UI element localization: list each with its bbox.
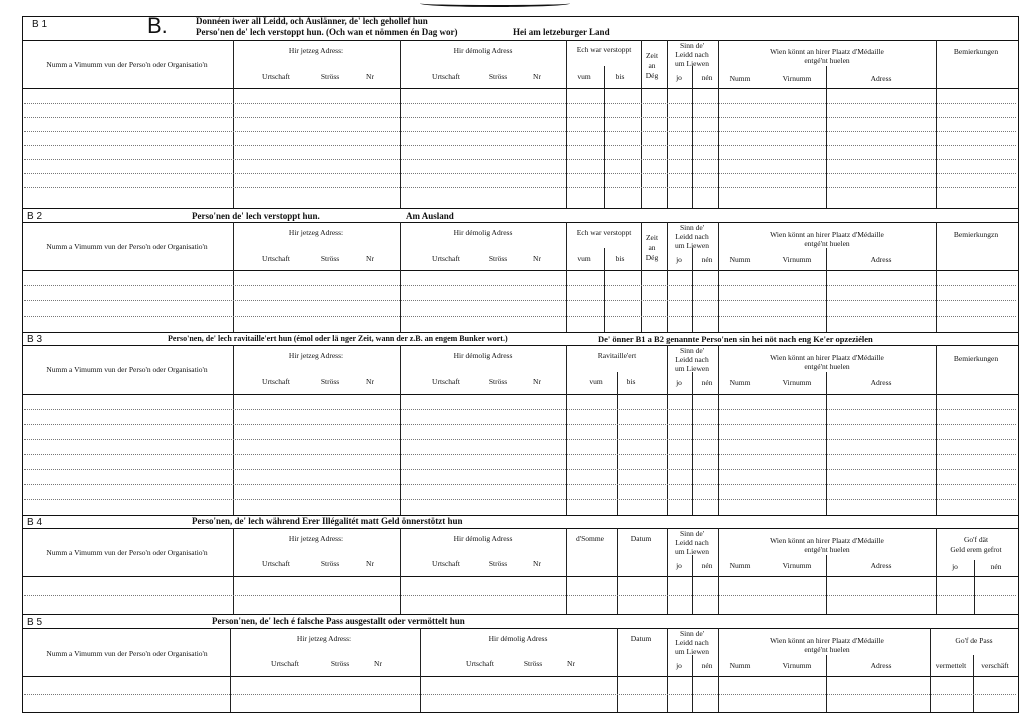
col-addr-old-header: Hir démolig Adress <box>453 228 513 237</box>
col-name-header: Numm a Vimumm vun der Perso'n oder Organisatio'n <box>46 242 208 251</box>
col-divider <box>233 40 234 208</box>
col-sub-header: vum <box>589 377 603 386</box>
col-zeit-header: Zeit <box>645 51 659 60</box>
col-sub-header: Urtschaft <box>262 559 290 568</box>
col-divider <box>233 528 234 614</box>
col-divider <box>692 555 693 614</box>
col-sub-header: Nr <box>366 377 374 386</box>
section-letter: B. <box>147 13 168 38</box>
col-divider <box>718 345 719 515</box>
col-sub-header: Urtschaft <box>432 377 460 386</box>
col-sub-header: jo <box>676 255 682 264</box>
col-name-header: Numm a Vimumm vun der Perso'n oder Organisatio'n <box>46 548 208 557</box>
row-line <box>24 145 1016 146</box>
col-addr-now-header: Hir jetzeg Adress: <box>288 46 344 55</box>
col-remarks-header: Bemierkungen <box>953 354 999 363</box>
col-divider <box>604 248 605 332</box>
section-title: Perso'nen de' lech verstoppt hun. <box>192 211 320 221</box>
col-sub-header: nén <box>701 378 713 387</box>
header-top-line <box>22 222 1018 223</box>
col-sub-header: jo <box>676 661 682 670</box>
header-bottom-line <box>22 88 1018 89</box>
col-name-header: Numm a Vimumm vun der Perso'n oder Organisatio'n <box>46 60 208 69</box>
col-addr-old-header: Hir démolig Adress <box>453 351 513 360</box>
section-subtitle: De' önner B1 a B2 genannte Perso'nen sin hei nöt nach eng Ke'er opzeziélen <box>598 334 873 344</box>
header-top-line <box>22 40 1018 41</box>
col-sub-header: Urtschaft <box>432 254 460 263</box>
col-sub-header: Ströss <box>488 254 508 263</box>
col-divider <box>974 560 975 614</box>
col-divider <box>566 40 567 208</box>
frame-bottom <box>22 712 1018 713</box>
col-sub-header: Ströss <box>523 659 543 668</box>
col-sub-header: Urtschaft <box>466 659 494 668</box>
row-line <box>24 285 1016 286</box>
col-divider <box>936 528 937 614</box>
intro-line: Donnéen iwer all Leidd, och Auslänner, de' lech gehollef hun <box>196 16 428 26</box>
col-sub-header: Numm <box>729 661 751 670</box>
col-sub-header: vermettelt <box>935 661 967 670</box>
col-divider <box>718 40 719 208</box>
col-divider <box>826 555 827 614</box>
section-bottom-line <box>22 614 1018 615</box>
section-subtitle: Hei am letzeburger Land <box>513 27 610 37</box>
col-geld-header: Go'f dät <box>963 535 989 544</box>
col-sub-header: Ströss <box>320 254 340 263</box>
col-sub-header: jo <box>676 561 682 570</box>
col-sub-header: Numm <box>729 378 751 387</box>
col-sub-header: vum <box>577 254 591 263</box>
col-zeit-header: an <box>648 61 656 70</box>
col-alive-header: um Liewen <box>675 59 709 68</box>
col-zeit-header: Dég <box>645 253 659 262</box>
col-sub-header: Ströss <box>320 377 340 386</box>
col-alive-header: um Liewen <box>675 364 709 373</box>
col-sub-header: jo <box>676 73 682 82</box>
col-medal-header: entgé'nt huelen <box>804 362 850 371</box>
col-alive-header: um Liewen <box>675 547 709 556</box>
col-divider <box>617 528 618 614</box>
col-sub-header: Adress <box>870 561 892 570</box>
col-sub-header: nén <box>701 561 713 570</box>
col-divider <box>936 345 937 515</box>
col-sub-header: Ströss <box>330 659 350 668</box>
col-medal-header: entgé'nt huelen <box>804 239 850 248</box>
col-sub-header: bis <box>615 254 625 263</box>
col-sub-header: Urtschaft <box>262 72 290 81</box>
col-remarks-header: Bemierkungen <box>953 47 999 56</box>
col-sub-header: Adress <box>870 378 892 387</box>
col-divider <box>826 372 827 515</box>
col-sub-header: bis <box>626 377 636 386</box>
section-code: B 3 <box>27 334 43 345</box>
col-sub-header: Adress <box>870 74 892 83</box>
col-divider <box>936 40 937 208</box>
col-sub-header: Urtschaft <box>432 559 460 568</box>
col-alive-header: Leidd nach <box>675 232 709 241</box>
section-code: B 2 <box>27 211 43 222</box>
col-addr-now-header: Hir jetzeg Adress: <box>288 351 344 360</box>
col-alive-header: Leidd nach <box>675 50 709 59</box>
col-datum-header: Datum <box>630 534 652 543</box>
col-sub-header: Urtschaft <box>262 254 290 263</box>
row-line <box>24 159 1016 160</box>
col-divider <box>930 628 931 712</box>
col-sub-header: Numm <box>729 561 751 570</box>
frame-top <box>22 16 1018 17</box>
row-line <box>24 117 1016 118</box>
header-bottom-line <box>22 676 1018 677</box>
col-addr-now-header: Hir jetzeg Adress: <box>288 534 344 543</box>
row-line <box>24 439 1016 440</box>
col-divider <box>667 345 668 515</box>
row-line <box>24 469 1016 470</box>
section-title: Perso'nen, de' lech während Erer Illégalitét matt Geld önnerstötzt hun <box>192 516 463 526</box>
col-medal-header: entgé'nt huelen <box>804 645 850 654</box>
col-divider <box>617 628 618 712</box>
section-code: B 5 <box>27 617 43 628</box>
col-sub-header: Virnumm <box>782 255 812 264</box>
col-pass-header: Go'f de Pass <box>955 636 993 645</box>
col-sub-header: Ströss <box>488 559 508 568</box>
header-top-line <box>22 345 1018 346</box>
col-summe-header: d'Somme <box>575 534 605 543</box>
header-bottom-line <box>22 270 1018 271</box>
col-divider <box>826 248 827 332</box>
section-code: B 1 <box>32 19 48 30</box>
row-line <box>24 424 1016 425</box>
col-sub-header: Numm <box>729 255 751 264</box>
col-ravit-header: Ravitaille'ert <box>597 351 637 360</box>
col-name-header: Numm a Vimumm vun der Perso'n oder Organisatio'n <box>46 365 208 374</box>
col-divider <box>718 528 719 614</box>
col-sub-header: verschäft <box>981 661 1009 670</box>
col-geld-header: Geld erem gefrot <box>950 545 1002 554</box>
col-divider <box>566 345 567 515</box>
col-divider <box>230 628 231 712</box>
section-title: Perso'nen, de' lech ravitaille'ert hun (émol oder lä nger Zeit, wann der z.B. an engem Bunker wort.) <box>168 334 508 343</box>
col-alive-header: um Liewen <box>675 241 709 250</box>
col-divider <box>973 655 974 712</box>
col-medal-header: Wien könnt an hirer Plaatz d'Médaille <box>770 230 884 239</box>
row-line <box>24 131 1016 132</box>
row-line <box>24 103 1016 104</box>
col-sub-header: Virnumm <box>782 74 812 83</box>
row-line <box>24 694 1016 695</box>
col-sub-header: Nr <box>366 72 374 81</box>
col-divider <box>566 528 567 614</box>
col-hidden-header: Ech war verstoppt <box>576 228 632 237</box>
col-sub-header: vum <box>577 72 591 81</box>
col-sub-header: Ströss <box>320 559 340 568</box>
col-sub-header: Nr <box>533 559 541 568</box>
col-zeit-header: Dég <box>645 71 659 80</box>
col-medal-header: Wien könnt an hirer Plaatz d'Médaille <box>770 353 884 362</box>
col-sub-header: Ströss <box>320 72 340 81</box>
col-sub-header: Nr <box>533 72 541 81</box>
col-alive-header: Sinn de' <box>679 41 705 50</box>
col-addr-old-header: Hir démolig Adress <box>488 634 548 643</box>
col-sub-header: nén <box>701 73 713 82</box>
row-line <box>24 173 1016 174</box>
col-sub-header: Nr <box>533 254 541 263</box>
col-alive-header: Sinn de' <box>679 223 705 232</box>
section-bottom-line <box>22 515 1018 516</box>
row-line <box>24 484 1016 485</box>
col-sub-header: nén <box>701 255 713 264</box>
col-name-header: Numm a Vimumm vun der Perso'n oder Organisatio'n <box>46 649 208 658</box>
col-sub-header: Urtschaft <box>271 659 299 668</box>
header-bottom-line <box>22 394 1018 395</box>
col-sub-header: Nr <box>366 559 374 568</box>
col-divider <box>692 655 693 712</box>
col-sub-header: Virnumm <box>782 661 812 670</box>
col-sub-header: Nr <box>366 254 374 263</box>
col-alive-header: Leidd nach <box>675 538 709 547</box>
col-addr-old-header: Hir démolig Adress <box>453 534 513 543</box>
row-line <box>24 454 1016 455</box>
col-medal-header: entgé'nt huelen <box>804 545 850 554</box>
col-addr-now-header: Hir jetzeg Adress: <box>288 228 344 237</box>
col-sub-header: Virnumm <box>782 378 812 387</box>
col-divider <box>420 628 421 712</box>
section-subtitle: Am Ausland <box>406 211 454 221</box>
col-alive-header: Sinn de' <box>679 346 705 355</box>
section-bottom-line <box>22 208 1018 209</box>
col-divider <box>233 345 234 515</box>
col-sub-header: jo <box>952 562 958 571</box>
col-divider <box>667 40 668 208</box>
header-top-line <box>22 628 1018 629</box>
col-divider <box>400 40 401 208</box>
frame-left <box>22 16 23 713</box>
col-divider <box>617 372 618 515</box>
col-divider <box>692 372 693 515</box>
row-line <box>24 187 1016 188</box>
col-divider <box>400 345 401 515</box>
col-divider <box>692 248 693 332</box>
col-divider <box>641 40 642 208</box>
frame-right <box>1018 16 1019 713</box>
col-medal-header: Wien könnt an hirer Plaatz d'Médaille <box>770 536 884 545</box>
col-sub-header: Adress <box>870 255 892 264</box>
col-sub-header: Adress <box>870 661 892 670</box>
row-line <box>24 409 1016 410</box>
section-title: Person'nen, de' lech é falsche Pass ausgestallt oder vermöttelt hun <box>212 616 465 626</box>
header-bottom-line <box>22 576 1018 577</box>
row-line <box>24 316 1016 317</box>
col-divider <box>400 528 401 614</box>
col-sub-header: Urtschaft <box>262 377 290 386</box>
col-divider <box>826 655 827 712</box>
col-sub-header: Urtschaft <box>432 72 460 81</box>
col-sub-header: Virnumm <box>782 561 812 570</box>
col-alive-header: Leidd nach <box>675 638 709 647</box>
col-sub-header: Nr <box>374 659 382 668</box>
col-medal-header: Wien könnt an hirer Plaatz d'Médaille <box>770 47 884 56</box>
section-bottom-line <box>22 332 1018 333</box>
col-zeit-header: an <box>648 243 656 252</box>
section-code: B 4 <box>27 517 43 528</box>
col-sub-header: Numm <box>729 74 751 83</box>
col-sub-header: Ströss <box>488 377 508 386</box>
col-sub-header: jo <box>676 378 682 387</box>
col-medal-header: Wien könnt an hirer Plaatz d'Médaille <box>770 636 884 645</box>
row-line <box>24 499 1016 500</box>
col-divider <box>718 628 719 712</box>
col-alive-header: um Liewen <box>675 647 709 656</box>
col-remarks-header: Bemierkungzn <box>953 230 999 239</box>
col-datum-header: Datum <box>630 634 652 643</box>
header-top-line <box>22 528 1018 529</box>
col-divider <box>667 628 668 712</box>
top-edge-mark <box>420 0 570 7</box>
row-line <box>24 595 1016 596</box>
col-alive-header: Leidd nach <box>675 355 709 364</box>
col-sub-header: Nr <box>567 659 575 668</box>
col-sub-header: nén <box>701 661 713 670</box>
col-sub-header: Nr <box>533 377 541 386</box>
col-alive-header: Sinn de' <box>679 629 705 638</box>
section-title: Perso'nen de' lech verstoppt hun. (Och wan et nömmen én Dag wor) <box>196 27 458 37</box>
row-line <box>24 300 1016 301</box>
col-zeit-header: Zeit <box>645 233 659 242</box>
col-sub-header: bis <box>615 72 625 81</box>
col-hidden-header: Ech war verstoppt <box>576 45 632 54</box>
col-sub-header: nén <box>990 562 1002 571</box>
col-sub-header: Ströss <box>488 72 508 81</box>
col-addr-now-header: Hir jetzeg Adress: <box>296 634 352 643</box>
col-addr-old-header: Hir démolig Adress <box>453 46 513 55</box>
col-divider <box>667 528 668 614</box>
col-medal-header: entgé'nt huelen <box>804 56 850 65</box>
col-alive-header: Sinn de' <box>679 529 705 538</box>
